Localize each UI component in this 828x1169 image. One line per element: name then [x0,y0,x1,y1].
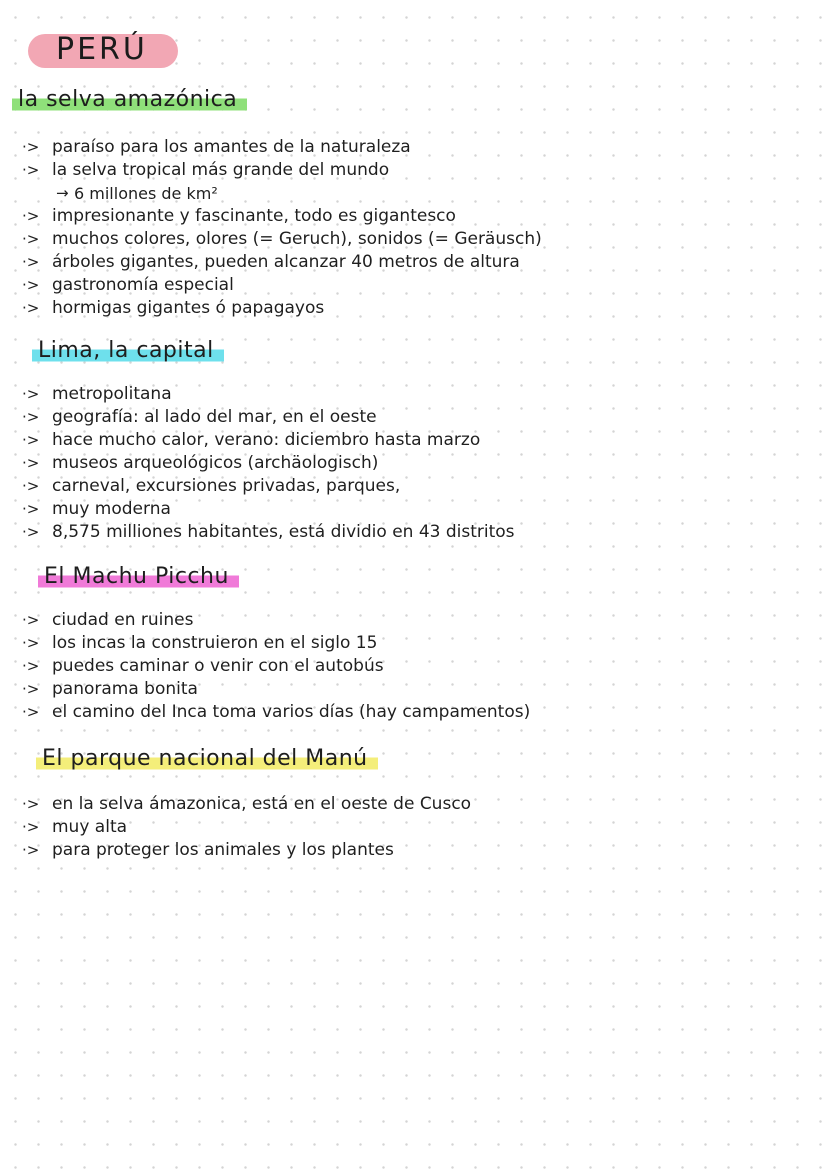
arrow-bullet-icon: ·> [22,385,40,403]
list-item: ·> los incas la construieron en el siglo 15 [22,633,378,653]
list-item: ·> el camino del Inca toma varios días (hay campamentos) [22,702,531,722]
arrow-right-icon: → [56,184,69,202]
bullet-list [22,136,542,320]
arrow-bullet-icon: ·> [22,207,40,225]
list-item: ·> hace mucho calor, verano: diciembro hasta marzo [22,430,481,450]
list-item: ·> en la selva ámazonica, está en el oeste de Cusco [22,794,472,814]
list-item: ·> muchos colores, olores (= Geruch), sonidos (= Geräusch) [22,229,542,249]
list-item: ·> hormigas gigantes ó papagayos [22,298,325,318]
arrow-bullet-icon: ·> [22,276,40,294]
list-item: ·> geografía: al lado del mar, en el oeste [22,407,377,427]
arrow-bullet-icon: ·> [22,431,40,449]
list-item: ·> paraíso para los amantes de la naturaleza [22,137,411,157]
list-item: ·> metropolitana [22,384,172,404]
list-item: ·> muy moderna [22,499,171,519]
arrow-bullet-icon: ·> [22,454,40,472]
section-heading: El parque nacional del Manú [36,745,378,773]
bullet-list [22,793,471,862]
arrow-bullet-icon: ·> [22,523,40,541]
bullet-list [22,383,515,544]
arrow-bullet-icon: ·> [22,253,40,271]
list-item: ·> árboles gigantes, pueden alcanzar 40 metros de altura [22,252,520,272]
arrow-bullet-icon: ·> [22,408,40,426]
list-item: ·> 8,575 milliones habitantes, está dividio en 43 distritos [22,522,515,542]
section-heading: Lima, la capital [32,337,224,365]
arrow-bullet-icon: ·> [22,138,40,156]
arrow-bullet-icon: ·> [22,818,40,836]
list-item: ·> puedes caminar o venir con el autobús [22,656,384,676]
list-item: ·> ciudad en ruines [22,610,194,630]
arrow-bullet-icon: ·> [22,657,40,675]
arrow-bullet-icon: ·> [22,161,40,179]
bullet-list [22,609,530,724]
arrow-bullet-icon: ·> [22,634,40,652]
list-subitem: → 6 millones de km² [56,184,218,203]
list-item: ·> la selva tropical más grande del mundo [22,160,390,180]
list-item: ·> gastronomía especial [22,275,234,295]
arrow-bullet-icon: ·> [22,500,40,518]
arrow-bullet-icon: ·> [22,703,40,721]
list-item: ·> impresionante y fascinante, todo es gigantesco [22,206,456,226]
list-item: ·> muy alta [22,817,128,837]
arrow-bullet-icon: ·> [22,841,40,859]
arrow-bullet-icon: ·> [22,611,40,629]
section-heading: la selva amazónica [12,86,247,114]
arrow-bullet-icon: ·> [22,680,40,698]
arrow-bullet-icon: ·> [22,230,40,248]
arrow-bullet-icon: ·> [22,477,40,495]
arrow-bullet-icon: ·> [22,299,40,317]
page-title: PERÚ [56,32,148,67]
section-heading: El Machu Picchu [38,563,239,591]
list-item: ·> para proteger los animales y los plantes [22,840,394,860]
list-item: ·> panorama bonita [22,679,198,699]
list-item: ·> museos arqueológicos (archäologisch) [22,453,379,473]
list-item: ·> carneval, excursiones privadas, parques, [22,476,401,496]
arrow-bullet-icon: ·> [22,795,40,813]
